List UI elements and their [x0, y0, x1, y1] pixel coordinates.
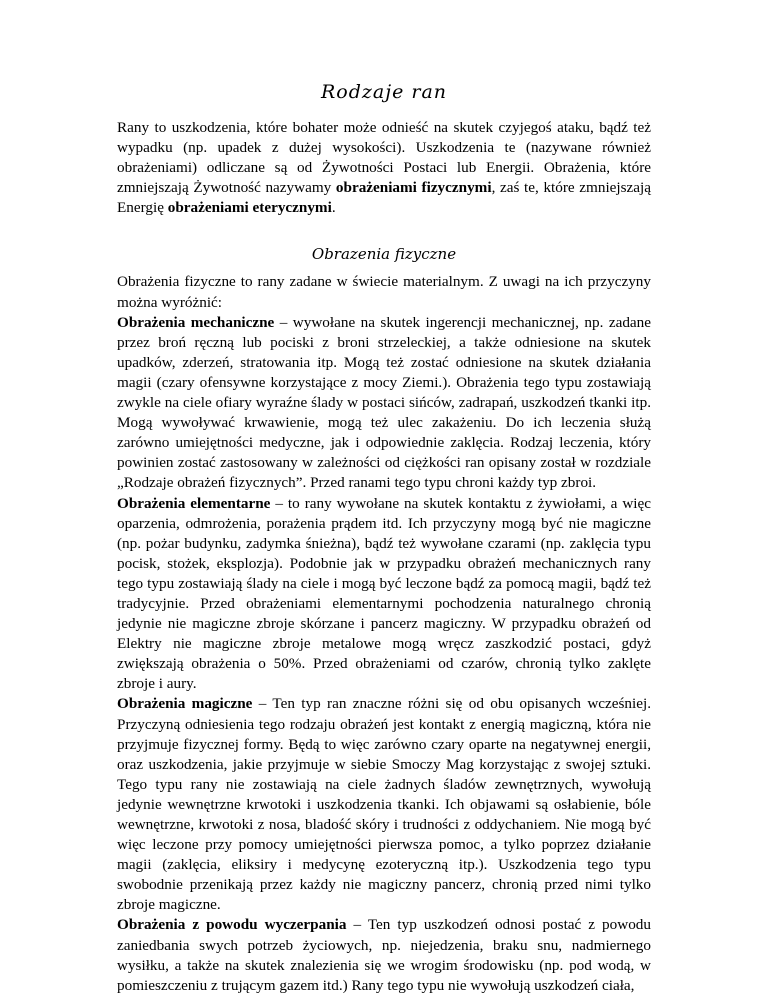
paragraph-term: Obrażenia mechaniczne: [117, 313, 275, 331]
intro-text-3: .: [331, 199, 336, 217]
paragraph-term: Obrażenia z powodu wyczerpania: [117, 916, 347, 934]
paragraph-mechanical: [117, 313, 651, 494]
paragraph-magical: [117, 694, 651, 915]
intro-text-2: , zaś te, które zmniejszają Energię: [117, 179, 651, 217]
paragraph-term: Obrażenia magiczne: [117, 695, 253, 713]
intro-bold-1: obrażeniami fizycznymi: [335, 179, 492, 197]
paragraph-elemental: [117, 494, 651, 695]
intro-bold-2: obrażeniami eterycznymi: [167, 199, 332, 217]
section-intro: Obrażenia fizyczne to rany zadane w świecie materialnym. Z uwagi na ich przyczyny można wyróżnić:: [117, 273, 651, 311]
paragraph-text: – Ten typ uszkodzeń odnosi postać z powodu zaniedbania swych potrzeb życiowych, np. niejedzenia, braku snu, nadmiernego wysiłku, a także na skutek znalezienia się we wrogim środowisku (np. pod wodą, w pomieszczeniu z trującym gazem itd.) Rany tego typu nie wywołują uszkodzeń ciała,: [117, 916, 651, 994]
section-title: Obrazenia fizyczne: [311, 245, 457, 264]
document-title: Rodzaje ran: [320, 81, 448, 103]
document-page: [117, 80, 651, 996]
paragraph-text: – Ten typ ran znaczne różni się od obu opisanych wcześniej. Przyczyną odniesienia tego rodzaju obrażeń jest kontakt z energią magiczną, która nie przyjmuje fizycznej formy. Będą to więc zarówno czary oparte na negatywnej energii, oraz uszkodzenia, jakie przyjmuje w siebie Smoczy Mag korzystając z swojej sztuki. Tego typu rany nie zostawiają na ciele żadnych śladów zewnętrznych, wywołują jedynie wewnętrzne krwotoki i uszkodzenia tkanki. Ich objawami są osłabienie, bóle wewnętrzne, krwotoki z nosa, bladość skóry i trudności z oddychaniem. Nie mogą być więc leczone przy pomocy umiejętności pierwsza pomoc, a tylko poprzez działanie magii (zaklęcia, eliksiry i medycynę ezoteryczną itp.). Uszkodzenia tego typu swobodnie przenikają przez każdy nie magiczny pancerz, chronią przed nimi tylko zbroje magiczne.: [117, 695, 651, 914]
intro-paragraph: [117, 118, 651, 218]
paragraph-term: Obrażenia elementarne: [117, 494, 271, 512]
intro-text-1: Rany to uszkodzenia, które bohater może odnieść na skutek czyjegoś ataku, bądź też wypadku (np. upadek z dużej wysokości). Uszkodzenia te (nazywane również obrażeniami) odliczane są od Żywotności Postaci lub Energii. Obrażenia, które zmniejszają Żywotność nazywamy: [117, 119, 651, 197]
paragraph-text: – to rany wywołane na skutek kontaktu z żywiołami, a więc oparzenia, odmrożenia, porażenia prądem itd. Ich przyczyny mogą być nie magiczne (np. pożar budynku, zadymka śnieżna), bądź też wywołane czarami (np. zaklęcia typu pocisk, stożek, eksplozja). Podobnie jak w przypadku obrażeń mechanicznych rany tego typu zostawiają ślady na ciele i mogą być leczone bądź za pomocą magii, bądź też tradycyjnie. Przed obrażeniami elementarnymi pochodzenia naturalnego chronią jedynie nie magiczne zbroje skórzane i pancerz magiczny. W przypadku obrażeń od Elektry nie magiczne zbroje metalowe mogą wręcz zaszkodzić postaci, gdyż zwiększają obrażenia o 50%. Przed obrażeniami od czarów, chronią tylko zaklęte zbroje i aury.: [117, 494, 651, 693]
paragraph-text: – wywołane na skutek ingerencji mechanicznej, np. zadane przez broń ręczną lub pociski z broni strzeleckiej, a także odniesione na skutek upadków, zderzeń, stratowania itp. Mogą też zostać odniesione na skutek działania magii (czary ofensywne korzystające z mocy Ziemi.). Obrażenia tego typu zostawiają zwykle na ciele ofiary wyraźne ślady w postaci sińców, zadrapań, uszkodzeń tkanki itp. Mogą wywoływać krwawienie, mogą też ulec zakażeniu. Do ich leczenia służą zarówno umiejętności medyczne, jak i odpowiednie zaklęcia. Rodzaj leczenia, który powinien zostać zastosowany w zależności od ciężkości ran opisany został w rozdziale „Rodzaje obrażeń fizycznych”. Przed ranami tego typu chroni każdy typ zbroi.: [117, 313, 651, 492]
paragraph-exhaustion: [117, 915, 651, 995]
